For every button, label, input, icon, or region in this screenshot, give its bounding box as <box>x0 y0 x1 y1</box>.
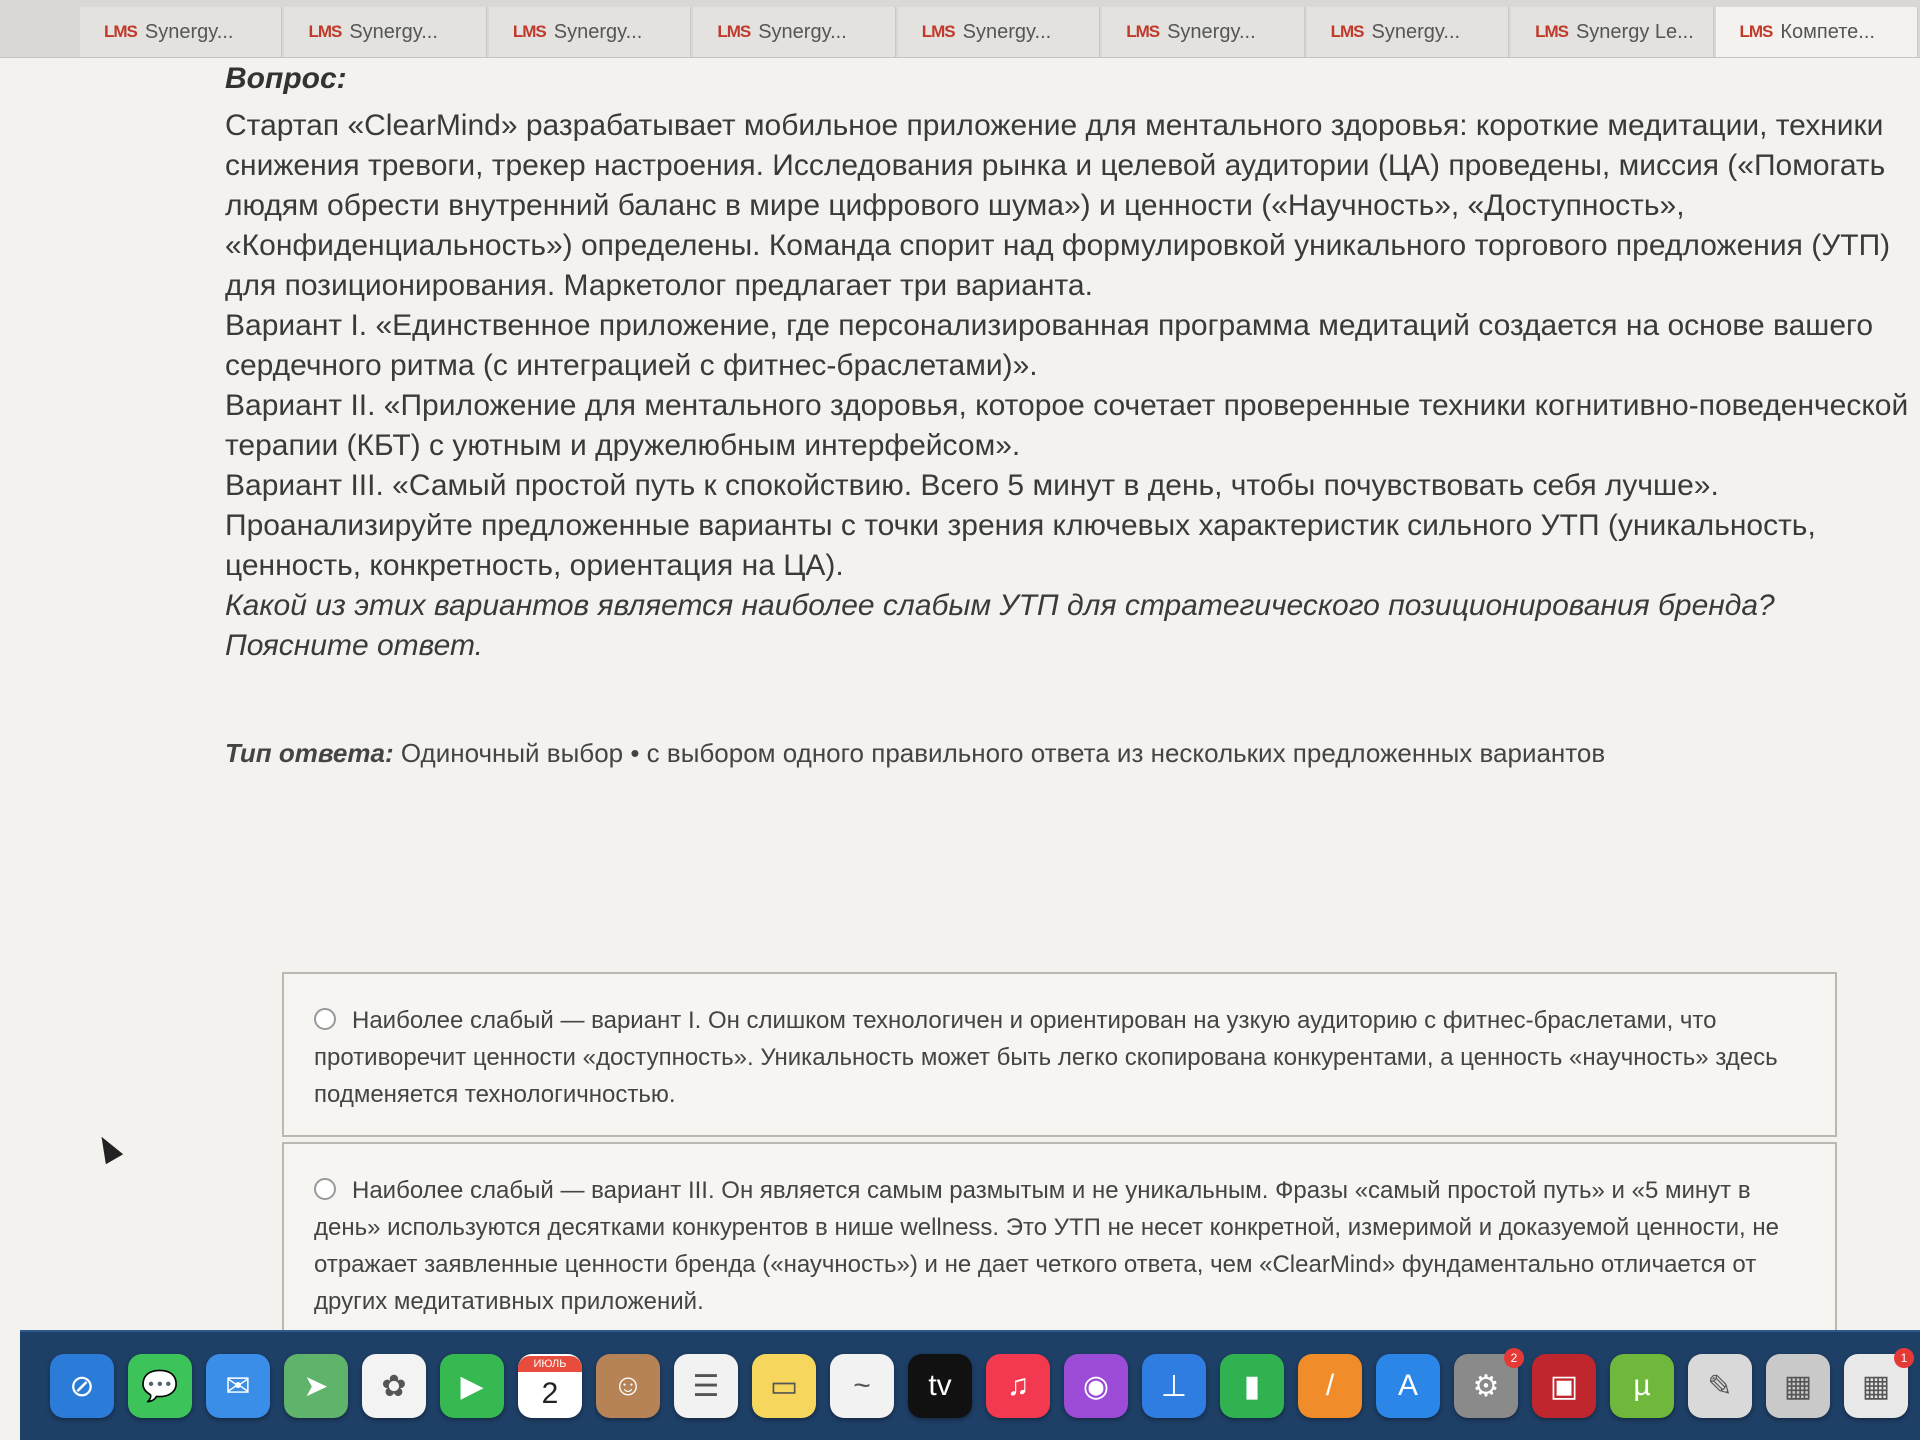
maps-icon[interactable] <box>284 1354 348 1418</box>
freeform-icon[interactable] <box>830 1354 894 1418</box>
mail-icon[interactable] <box>206 1354 270 1418</box>
browser-tab[interactable] <box>80 7 282 57</box>
dock-glyph: ~ <box>853 1369 871 1402</box>
calendar-day: 2 <box>541 1377 559 1410</box>
dock-glyph: / <box>1325 1369 1335 1402</box>
question-text <box>225 106 1915 666</box>
browser-tab-label: Synergy... <box>553 20 643 43</box>
facetime-icon[interactable] <box>440 1354 504 1418</box>
keynote-icon[interactable] <box>1142 1354 1206 1418</box>
browser-tab-label: Synergy... <box>1371 20 1461 43</box>
dock-glyph: ✿ <box>381 1369 407 1403</box>
macos-dock <box>20 1330 1920 1440</box>
notes-icon[interactable] <box>752 1354 816 1418</box>
browser-tab-label: Компете... <box>1780 20 1875 43</box>
lms-favicon-icon: LMS <box>308 22 342 41</box>
question-prompt: Какой из этих вариантов является наиболее слабым УТП для стратегического позиционирования бренда? Поясните ответ. <box>225 589 1775 662</box>
contacts-icon[interactable] <box>596 1354 660 1418</box>
archive-utility-icon[interactable] <box>1766 1354 1830 1418</box>
question-content <box>225 62 1915 769</box>
question-paragraph: Проанализируйте предложенные варианты с точки зрения ключевых характеристик сильного УТП (уникальность, ценность, конкретность, ориентация на ЦА). <box>225 509 1816 582</box>
lms-favicon-icon: LMS <box>1739 22 1773 41</box>
dock-glyph: tv <box>928 1369 952 1402</box>
numbers-icon[interactable] <box>1220 1354 1284 1418</box>
browser-tab-label: Synergy Le... <box>1575 20 1694 43</box>
calendar-month: ИЮЛЬ <box>518 1356 582 1372</box>
question-paragraph: Стартап «ClearMind» разрабатывает мобильное приложение для ментального здоровья: короткие медитации, техники снижения тревоги, трекер настроения. Исследования рынка и целевой аудитории (ЦА) проведены, миссия («Помогать людям обрести внутренний баланс в мире цифрового шума») и ценности («Научность», «Доступность», «Конфиденциальность») определены. Команда спорит над формулировкой уникального торгового предложения (УТП) для позиционирования. Маркетолог предлагает три варианта. <box>225 109 1891 302</box>
pages-icon[interactable] <box>1298 1354 1362 1418</box>
radio-button[interactable] <box>314 1178 336 1200</box>
reminders-icon[interactable] <box>674 1354 738 1418</box>
dock-glyph: ♫ <box>1006 1369 1030 1402</box>
dock-glyph: ▦ <box>1783 1369 1813 1403</box>
dock-glyph: ▶ <box>460 1369 484 1403</box>
radio-button[interactable] <box>314 1008 336 1030</box>
calendar-icon[interactable] <box>518 1354 582 1418</box>
browser-tab-label: Synergy... <box>962 20 1052 43</box>
dock-glyph: 💬 <box>141 1369 179 1403</box>
podcasts-icon[interactable] <box>1064 1354 1128 1418</box>
script-editor-icon[interactable] <box>1688 1354 1752 1418</box>
lms-favicon-icon: LMS <box>1126 22 1160 41</box>
question-heading: Вопрос: <box>225 62 347 95</box>
answer-type-label: Тип ответа: <box>225 738 394 768</box>
answer-type-value: Одиночный выбор • с выбором одного правильного ответа из нескольких предложенных вариантов <box>400 738 1606 768</box>
launchpad-icon[interactable] <box>1844 1351 1908 1418</box>
lms-favicon-icon: LMS <box>512 22 546 41</box>
dock-glyph: ☰ <box>692 1369 720 1403</box>
answer-option-text: Наиболее слабый — вариант I. Он слишком технологичен и ориентирован на узкую аудиторию с фитнес-браслетами, что противоречит ценности «доступность». Уникальность может быть легко скопирована конкурентами, а ценность «научность» здесь подменяется технологичностью. <box>314 1007 1778 1108</box>
dock-glyph: ▣ <box>1549 1369 1579 1403</box>
lms-favicon-icon: LMS <box>717 22 751 41</box>
dock-glyph: ➤ <box>303 1369 329 1403</box>
lms-favicon-icon: LMS <box>1535 22 1568 41</box>
browser-tab[interactable] <box>1307 7 1509 57</box>
browser-tab-label: Synergy... <box>349 20 438 43</box>
dock-glyph: ⊘ <box>69 1369 95 1403</box>
browser-tab-strip <box>0 0 1920 58</box>
browser-tab[interactable] <box>284 7 486 57</box>
safari-icon[interactable] <box>50 1354 114 1418</box>
utorrent-icon[interactable] <box>1610 1354 1674 1418</box>
dock-glyph: ⚙ <box>1472 1369 1500 1403</box>
system-settings-icon[interactable] <box>1454 1351 1518 1418</box>
answer-option-1[interactable] <box>282 972 1837 1137</box>
messages-icon[interactable] <box>128 1354 192 1418</box>
notification-badge: 2 <box>1504 1348 1524 1368</box>
browser-tab-label: Synergy... <box>1167 20 1256 43</box>
dock-glyph: ✎ <box>1707 1369 1733 1403</box>
browser-tab[interactable] <box>489 7 691 57</box>
lms-favicon-icon: LMS <box>104 22 137 41</box>
dock-glyph: ◉ <box>1082 1369 1110 1403</box>
dock-glyph: ⊥ <box>1160 1369 1188 1403</box>
question-paragraph: Вариант II. «Приложение для ментального здоровья, которое сочетает проверенные техники когнитивно-поведенческой терапии (КБТ) с уютным и дружелюбным интерфейсом». <box>225 389 1909 462</box>
dock-glyph: ✉ <box>225 1369 251 1403</box>
dock-glyph: µ <box>1633 1369 1651 1402</box>
question-paragraph: Вариант I. «Единственное приложение, где персонализированная программа медитаций создается на основе вашего сердечного ритма (с интеграцией с фитнес-браслетами)». <box>225 309 1874 382</box>
app-store-icon[interactable] <box>1376 1354 1440 1418</box>
dock-glyph: A <box>1397 1369 1418 1402</box>
answer-option-text: Наиболее слабый — вариант III. Он является самым размытым и не уникальным. Фразы «самый простой путь» и «5 минут в день» используются десятками конкурентов в нише wellness. Это УТП не несет конкретной, измеримой и доказуемой ценности, не отражает заявленные ценности бренда («научность») и не дает четкого ответа, чем «ClearMind» фундаментально отличается от других медитативных приложений. <box>314 1177 1779 1315</box>
browser-tab[interactable] <box>898 7 1100 57</box>
dock-glyph: ▦ <box>1861 1369 1891 1403</box>
mouse-cursor-icon <box>93 1132 123 1165</box>
lms-favicon-icon: LMS <box>921 22 955 41</box>
browser-tab[interactable] <box>1511 7 1713 57</box>
dock-glyph: ▮ <box>1243 1369 1261 1403</box>
browser-tab-label: Synergy... <box>144 20 234 43</box>
music-icon[interactable] <box>986 1354 1050 1418</box>
photos-icon[interactable] <box>362 1354 426 1418</box>
browser-tab[interactable] <box>1102 7 1304 57</box>
dock-glyph: ▭ <box>769 1369 799 1403</box>
browser-tab[interactable] <box>693 7 895 57</box>
notification-badge: 1 <box>1894 1348 1914 1368</box>
browser-tab[interactable] <box>1716 7 1918 57</box>
apple-tv-icon[interactable] <box>908 1354 972 1418</box>
question-paragraph: Вариант III. «Самый простой путь к спокойствию. Всего 5 минут в день, чтобы почувствовать себя лучше». <box>225 469 1719 502</box>
browser-tab-label: Synergy... <box>758 20 847 43</box>
answer-type <box>225 738 1915 769</box>
photo-booth-icon[interactable] <box>1532 1354 1596 1418</box>
lms-favicon-icon: LMS <box>1330 22 1364 41</box>
answer-option-2[interactable] <box>282 1142 1837 1332</box>
dock-glyph: ☺ <box>612 1369 644 1402</box>
